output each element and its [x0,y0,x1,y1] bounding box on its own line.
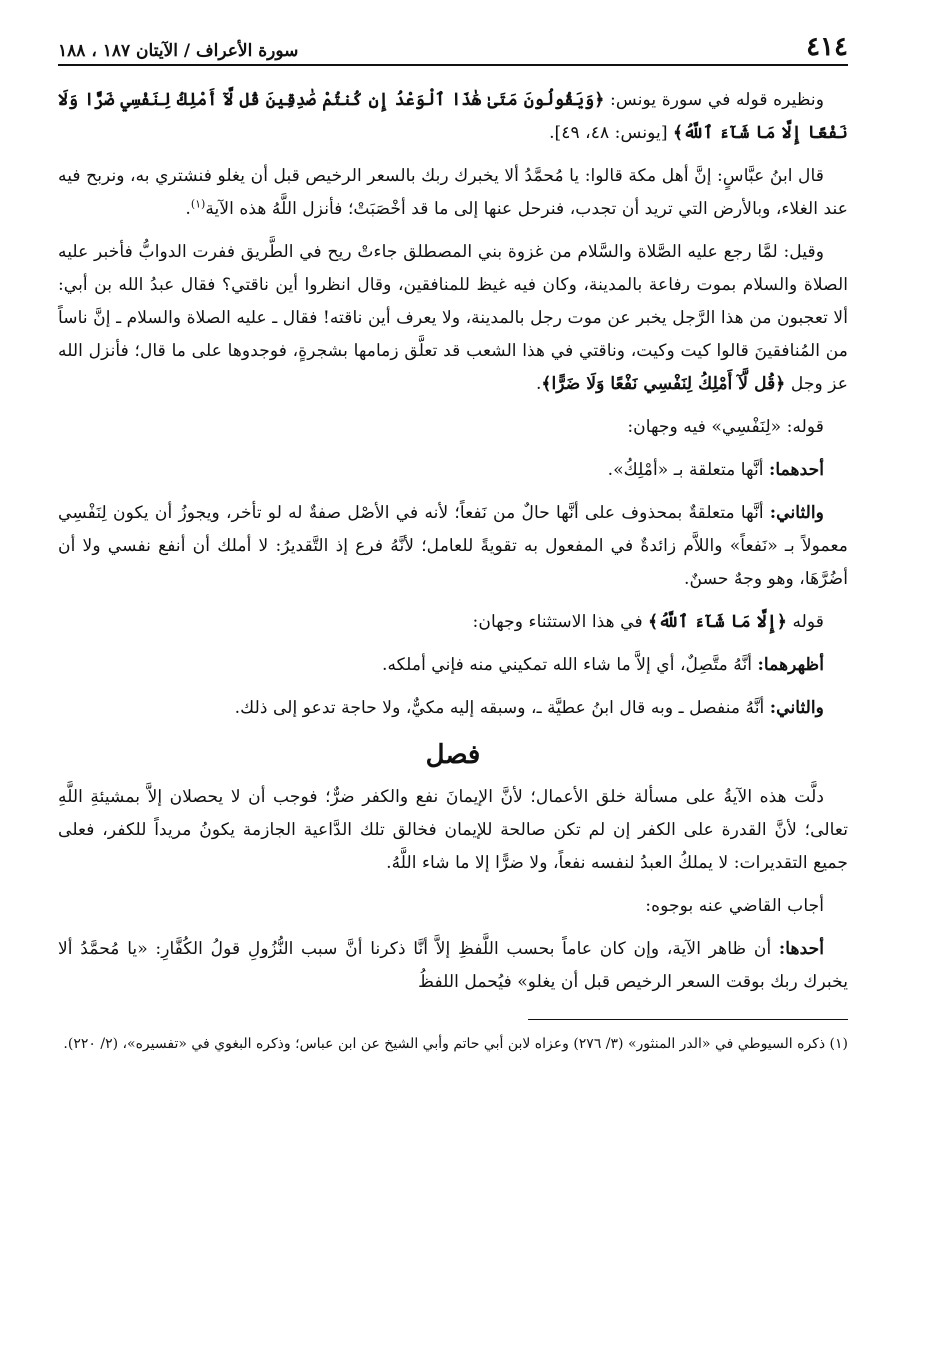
quran-verse: ﴿إِلَّا مَا شَآءَ ٱللَّهُ﴾ [648,612,787,632]
book-page [58,28,848,1058]
paragraph-text: أنَّهُ متَّصِلٌ، أي إلاَّ ما شاء الله تمكيني منه فإني أملكه. [382,655,758,675]
point-label: والثاني: [769,698,824,718]
paragraph-text: في هذا الاستثناء وجهان: [472,612,649,632]
point-label: أظهرهما: [757,655,824,675]
point-label: أحدها: [778,939,824,959]
paragraph [58,890,848,923]
paragraph-text: أنَّها متعلقةٌ بمحذوف على أنَّها حالٌ من نَفعاً؛ لأنه في الأصْل صفةٌ له لو تأخر، ويجوزُ أن يكون لِنَفْسِي معمولاً بـ «نَفعاً» واللاَّم زائدةٌ في المفعول به تقويةً للعامل؛ لأنَّهُ فرع إذ التَّقديرُ: لا أملك أن أنفع نفسي ولا أن أضُرَّهَا، وهو وجهٌ حسنٌ. [58,503,848,589]
paragraph-text: وقيل: لمَّا رجع عليه الصَّلاة والسَّلام من غزوة بني المصطلق جاءتْ ريح في الطَّريق ففرت الدوابُّ فأخبر عليه الصلاة والسلام بموت رفاعة بالمدينة، وكان فيه غيظ للمنافقين، وقال انظروا أين ناقتي؟ فقال عبدُ الله بن أبي: ألا تعجبون من هذا الرَّجل يخبر عن موت رجل بالمدينة، ولا يعرف أين ناقته! فقال ـ عليه الصلاة والسلام ـ إنَّ ناساً من المُنافقينَ قالوا كيت وكيت، وناقتي في هذا الشعب قد تعلَّق زمامها بشجرةٍ، فوجدوها على ما قال؛ فأنزل الله عز وجل [58,242,848,394]
paragraph-end: . [535,374,542,394]
paragraph-text: أجاب القاضي عنه بوجوه: [645,896,824,916]
paragraph [58,606,848,639]
page-number: ٤١٤ [806,32,848,62]
paragraph [58,692,848,725]
footnote-marker[interactable]: (١) [190,197,206,211]
paragraph [58,411,848,444]
paragraph [58,497,848,596]
paragraph-text: دلَّت هذه الآيةُ على مسألة خلق الأعمال؛ لأنَّ الإيمانَ نفع والكفر ضرٌّ؛ فوجب أن لا يحصلان إلاَّ بمشيئةِ اللَّهِ تعالى؛ لأنَّ القدرة على الكفر إن لم تكن صالحة للإيمان فخالق تلك الدَّاعية الجازمة يكونُ مريداً للكفر، فعلى جميع التقديرات: لا يملكُ العبدُ لنفسه نفعاً، ولا ضرًّا إلا ما شاء اللَّهُ. [58,787,848,873]
paragraph [58,236,848,401]
main-text [58,84,848,999]
page-header [58,28,848,66]
paragraph [58,160,848,226]
verse-reference: [يونس: ٤٨، ٤٩]. [549,123,673,143]
paragraph-text: قال ابنُ عبَّاسٍ: إنَّ أهل مكة قالوا: يا مُحمَّدُ ألا يخبرك ربك بالسعر الرخيص قبل أن يغلو فنشتري به، ونربح فيه عند الغلاء، وبالأرض التي تريد أن تجدب، فنرحل عنها إلى ما قد أخْصَبَتْ؛ فأنزل اللَّهُ هذه الآية [58,166,848,219]
running-title: سورة الأعراف / الآيتان ١٨٧ ، ١٨٨ [58,41,299,61]
point-label: والثاني: [769,503,824,523]
paragraph [58,84,848,150]
quran-verse: ﴿قُل لَّآ أَمْلِكُ لِنَفْسِي نَفْعًا وَلَا ضَرًّا﴾ [541,374,786,394]
quran-verse: ﴿وَيَقُولُونَ مَتَىٰ هَٰذَا ٱلْوَعْدُ إِن كُنتُمْ صَٰدِقِينَ قُل لَّآ أَمْلِكُ لِنَفْسِي ضَرًّا وَلَا نَفْعًا إِلَّا مَا شَآءَ ٱللَّهُ﴾ [58,90,848,143]
paragraph [58,649,848,682]
paragraph-end: . [185,199,191,219]
paragraph-text: أن ظاهر الآية، وإن كان عاماً بحسب اللَّفظِ إلاَّ أنَّا ذكرنا أنَّ سبب النُّزُولِ قولُ الكُفَّارِ: «يا مُحمَّدُ ألا يخبرك ربك بوقت السعر الرخيص قبل أن يغلو» فيُحمل اللفظُ [58,939,848,992]
paragraph-lead: قوله [786,612,824,632]
paragraph-lead: ونظيره قوله في سورة يونس: [604,90,824,110]
section-title: فصل [425,740,481,770]
paragraph [58,781,848,880]
footnote-divider [528,1019,848,1020]
footnote: (١) ذكره السيوطي في «الدر المنثور» (٣/ ٢٧٦) وعزاه لابن أبي حاتم وأبي الشيخ عن ابن عباس؛ وذكره البغوي في «تفسيره»، (٢/ ٢٢٠). [63,1036,848,1052]
paragraph-text: قوله: «لِنَفْسِي» فيه وجهان: [627,417,824,437]
paragraph [58,933,848,999]
paragraph-text: أنَّها متعلقة بـ «أمْلِكُ». [607,460,769,480]
paragraph-text: أنَّهُ منفصل ـ وبه قال ابنُ عطيَّة ـ، وسبقه إليه مكيٌّ، ولا حاجة تدعو إلى ذلك. [234,698,770,718]
paragraph [58,454,848,487]
point-label: أحدهما: [768,460,824,480]
